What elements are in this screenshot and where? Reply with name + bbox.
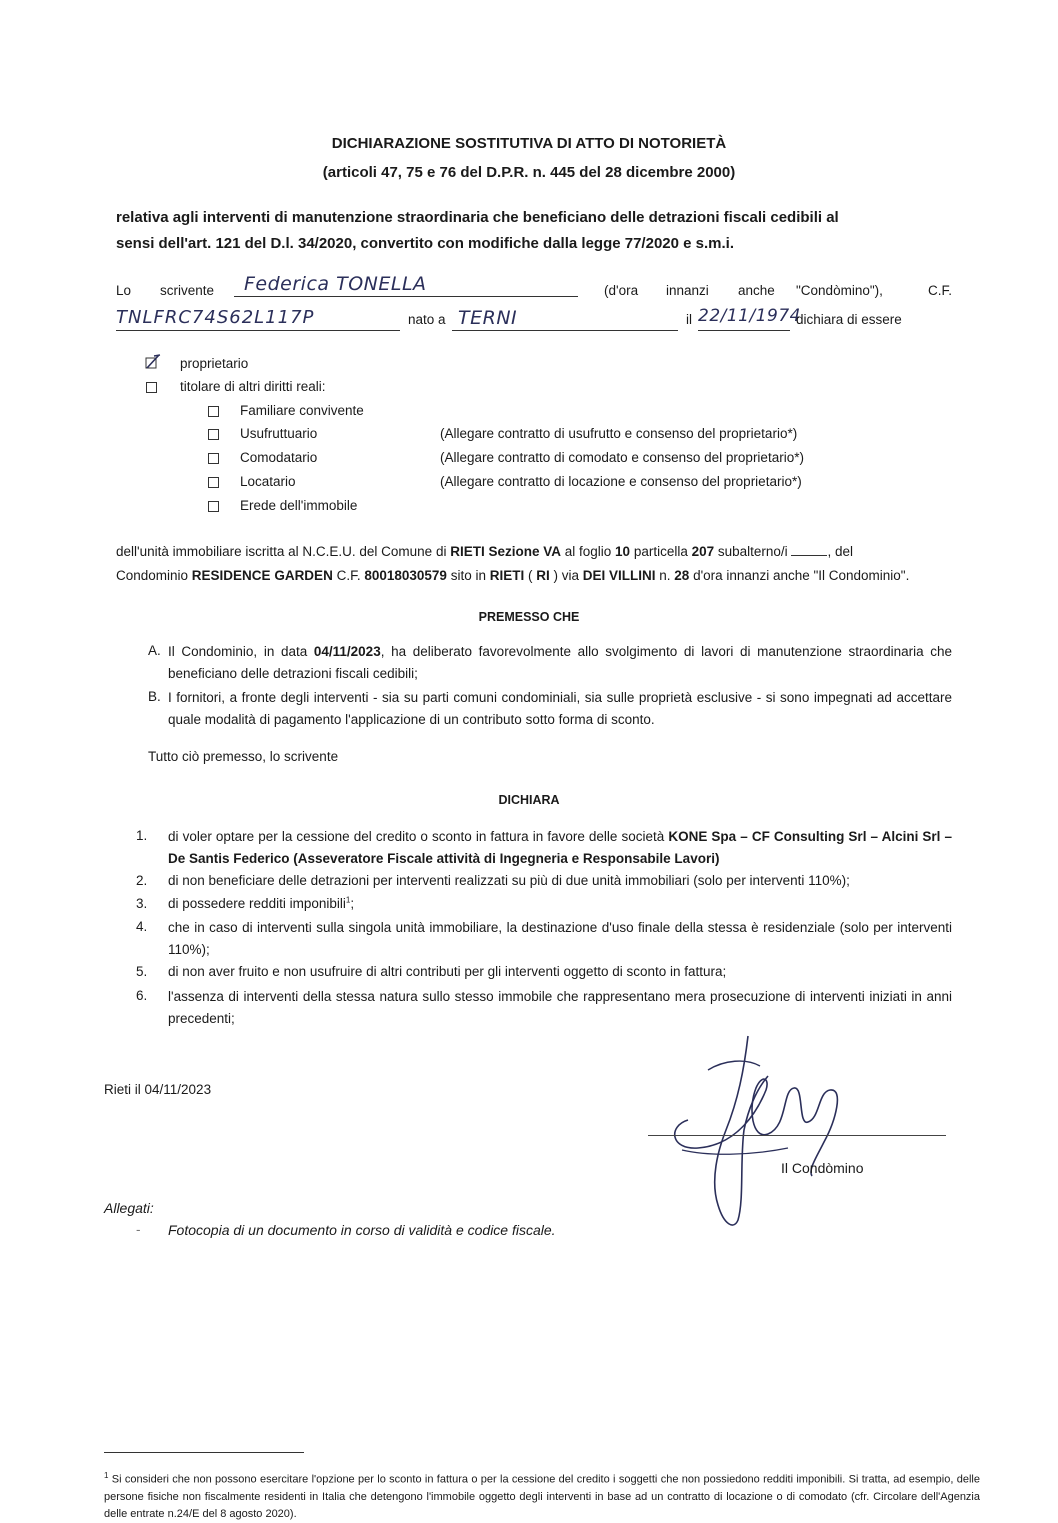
dichiara-item-1: di voler optare per la cessione del credito o sconto in fattura in favore delle società KONE Spa – CF Consulting Srl – Alcini Srl – De Santis Federico (Asseveratore Fiscale attività di Ingegneria e Responsabile Lavori)	[168, 829, 952, 866]
nato-label: nato a	[408, 312, 446, 327]
subalterno-blank	[791, 543, 827, 556]
signature-line	[648, 1135, 946, 1136]
condomino-label: "Condòmino"),	[796, 283, 883, 298]
premesso-closing: Tutto ciò premesso, lo scrivente	[148, 749, 339, 764]
document-title: DICHIARAZIONE SOSTITUTIVA DI ATTO DI NOTORIETÀ	[331, 135, 727, 152]
handwritten-birthplace: TERNI	[458, 307, 518, 329]
dichiara-num-5: 5.	[136, 964, 148, 979]
role-comodatario: Comodatario	[240, 450, 318, 465]
anche-label: anche	[738, 283, 775, 298]
checkbox-icon	[208, 453, 219, 464]
premesso-item-a: Il Condominio, in data 04/11/2023, ha deliberato favorevolmente allo svolgimento di lavori di manutenzione straordinaria che beneficiano delle detrazioni fiscali cedibili;	[168, 644, 952, 681]
cf-field	[116, 304, 400, 331]
signature-label: Il Condòmino	[781, 1160, 864, 1176]
place-date: Rieti il 04/11/2023	[104, 1082, 212, 1097]
handwritten-birthdate: 22/11/1974	[698, 306, 801, 326]
handwritten-cf: TNLFRC74S62L117P	[116, 307, 315, 328]
checkbox-icon	[146, 382, 157, 393]
unit-paragraph: dell'unità immobiliare iscritta al N.C.E.U. del Comune di RIETI Sezione VA al foglio 10 particella 207 subalterno/i , del Condominio RESIDENCE GARDEN C.F. 80018030579 sito in RIETI ( RI ) via DEI VILLINI n. 28 d'ora innanzi anche "Il Condominio".	[116, 544, 910, 583]
checkmark-icon	[145, 354, 163, 370]
document-subtitle: (articoli 47, 75 e 76 del D.P.R. n. 445 del 28 dicembre 2000)	[322, 164, 736, 181]
dichiara-num-3: 3.	[136, 896, 148, 911]
dichiara-num-2: 2.	[136, 873, 148, 888]
note-usufruttuario: (Allegare contratto di usufrutto e consenso del proprietario*)	[440, 426, 798, 441]
role-locatario: Locatario	[240, 474, 296, 489]
dichiara-item-3: di possedere redditi imponibili$^1$;	[168, 895, 355, 911]
innanzi-label: innanzi	[666, 283, 709, 298]
il-label: il	[686, 312, 692, 327]
premesso-heading: PREMESSO CHE	[478, 610, 580, 624]
list-letter-b: B.	[148, 689, 161, 704]
dora-label: (d'ora	[604, 283, 639, 298]
subject-line-2: sensi dell'art. 121 del D.l. 34/2020, convertito con modifiche dalla legge 77/2020 e s.m.i.	[116, 235, 734, 252]
premesso-item-b: I fornitori, a fronte degli interventi - sia su parti comuni condominiali, sia sulle proprietà esclusive - si sono impegnati ad accettare quale modalità di pagamento l'applicazione di un contributo sotto forma di sconto.	[168, 690, 952, 727]
role-usufruttuario: Usufruttuario	[240, 426, 318, 441]
role-proprietario: proprietario	[180, 356, 249, 371]
dichiara-item-4: che in caso di interventi sulla singola unità immobiliare, la destinazione d'uso finale della stessa è residenziale (solo per interventi 110%);	[168, 920, 952, 957]
role-familiare: Familiare convivente	[240, 403, 364, 418]
role-titolare: titolare di altri diritti reali:	[180, 379, 326, 394]
checkbox-icon	[208, 477, 219, 488]
checkbox-icon	[208, 406, 219, 417]
checkbox-icon	[208, 429, 219, 440]
dichiara-num-6: 6.	[136, 988, 148, 1003]
dichiara-num-4: 4.	[136, 919, 148, 934]
dichiara-num-1: 1.	[136, 828, 148, 843]
footnote-separator	[104, 1452, 304, 1453]
dichiara-item-2: di non beneficiare delle detrazioni per interventi realizzati su più di due unità immobiliari (solo per interventi 110%);	[168, 873, 850, 888]
dichiara-label: dichiara di essere	[796, 312, 902, 327]
birthplace-field	[452, 304, 678, 331]
footnote: $^1$ Si consideri che non possono esercitare l'opzione per lo sconto in fattura o per la cessione del credito i soggetti che non possiedono redditi imponibili. Si tratta, ad esempio, delle persone fisiche non fiscalmente residenti in Italia che detengono l'immobile oggetto degli interventi in base ad un contratto di locazione o di comodato (cfr. Circolare dell'Agenzia delle entrate n.24/E del 8 agosto 2020).	[104, 1471, 980, 1520]
name-field	[234, 270, 578, 297]
note-locatario: (Allegare contratto di locazione e consenso del proprietario*)	[440, 474, 802, 489]
scrivente-label: scrivente	[160, 283, 215, 298]
footnote-mark: 1	[104, 1471, 109, 1480]
subject-line-1: relativa agli interventi di manutenzione straordinaria che beneficiano delle detrazioni fiscali cedibili al	[116, 209, 839, 226]
checkbox-icon	[208, 501, 219, 512]
cf-label: C.F.	[928, 283, 953, 298]
lo-label: Lo	[116, 283, 132, 298]
role-erede: Erede dell'immobile	[240, 498, 358, 513]
dichiara-item-6: l'assenza di interventi della stessa natura sullo stesso immobile che rappresentano mera prosecuzione di interventi iniziati in anni precedenti;	[168, 989, 952, 1026]
list-letter-a: A.	[148, 643, 161, 658]
dichiara-item-5: di non aver fruito e non usufruire di altri contributi per gli interventi oggetto di sconto in fattura;	[168, 964, 727, 979]
dichiara-heading: DICHIARA	[498, 793, 560, 807]
note-comodatario: (Allegare contratto di comodato e consenso del proprietario*)	[440, 450, 804, 465]
handwritten-name: Federica TONELLA	[244, 273, 427, 295]
footnote-ref: 1	[345, 895, 351, 905]
birthdate-field	[698, 304, 801, 331]
allegati-item: Fotocopia di un documento in corso di validità e codice fiscale.	[168, 1222, 556, 1238]
allegati-dash: -	[136, 1222, 141, 1237]
allegati-heading: Allegati:	[104, 1200, 154, 1216]
